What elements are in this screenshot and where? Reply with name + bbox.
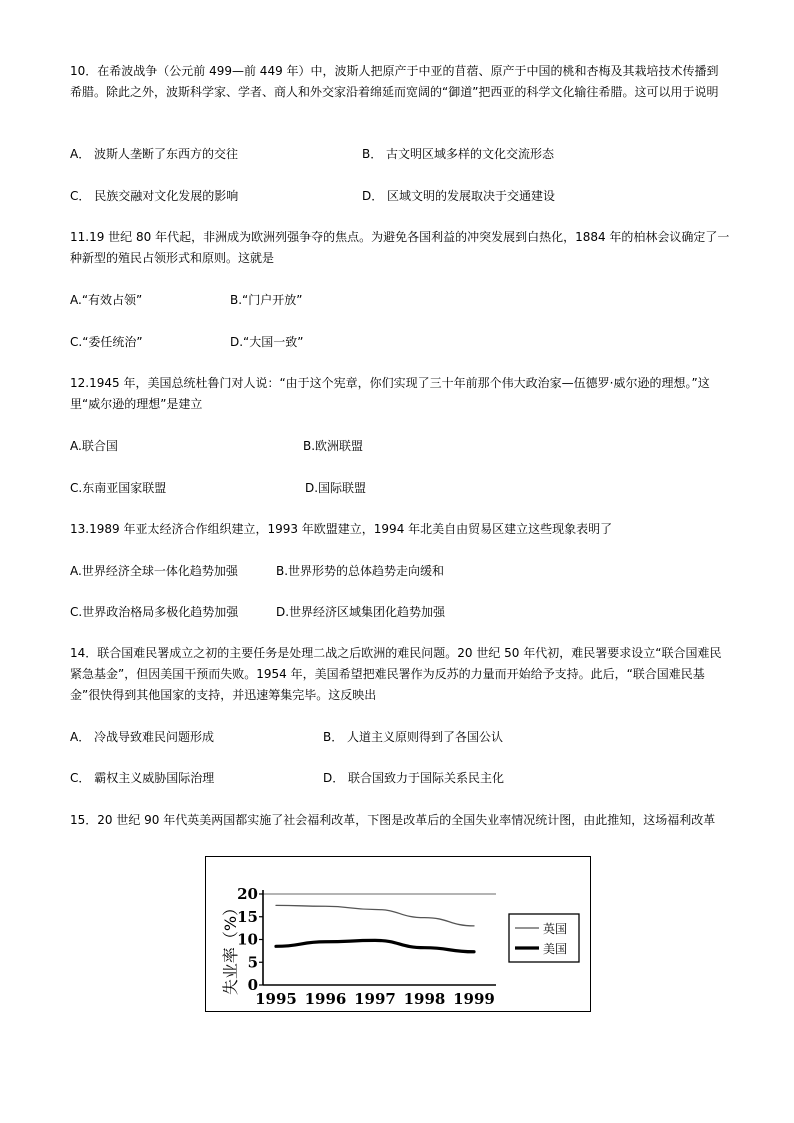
chart-svg: [206, 857, 589, 1010]
x-tick-label: 1997: [354, 990, 396, 1008]
q14-option-b[interactable]: B． 人道主义原则得到了各国公认: [323, 730, 504, 744]
unemployment-chart: [205, 856, 591, 1012]
q10-option-d[interactable]: D． 区域文明的发展取决于交通建设: [362, 189, 556, 203]
y-tick-label: 5: [247, 953, 258, 972]
y-tick-label: 10: [237, 930, 258, 949]
q13-option-c[interactable]: C.世界政治格局多极化趋势加强: [70, 605, 239, 619]
q10-option-b[interactable]: B． 古文明区域多样的文化交流形态: [362, 147, 555, 161]
y-axis-label: 失业率（%）: [221, 899, 240, 996]
question-14-stem: 14．联合国难民署成立之初的主要任务是处理二战之后欧洲的难民问题。20 世纪 50 年代初，难民署要求设立“联合国难民紧急基金”，但因美国干预而失败。1954 年，美国希望把难民署作为反苏的力量而开始给予支持。此后，“联合国难民基金”很快得到其他国家的支持，并迅速筹集完毕。这反映出: [70, 646, 722, 702]
q13-option-a[interactable]: A.世界经济全球一体化趋势加强: [70, 564, 238, 578]
y-tick-label: 0: [247, 976, 258, 994]
q11-option-a[interactable]: A.“有效占领”: [70, 293, 143, 307]
q11-option-c[interactable]: C.“委任统治”: [70, 335, 143, 349]
y-tick-label: 20: [237, 885, 258, 903]
x-tick-label: 1998: [403, 990, 446, 1008]
q13-option-d[interactable]: D.世界经济区域集团化趋势加强: [276, 605, 446, 619]
question-10-stem: 10．在希波战争（公元前 499—前 449 年）中，波斯人把原产于中亚的苜蓿、原产于中国的桃和杏梅及其栽培技术传播到希腊。除此之外，波斯科学家、学者、商人和外交家沿着绵延而宽阔的“御道”把西亚的科学文化输往希腊。这可以用于说明: [70, 64, 719, 99]
x-tick-label: 1999: [453, 990, 495, 1008]
question-13-stem: 13.1989 年亚太经济合作组织建立，1993 年欧盟建立，1994 年北美自由贸易区建立这些现象表明了: [70, 522, 613, 536]
q12-option-d[interactable]: D.国际联盟: [305, 481, 367, 495]
q13-option-b[interactable]: B.世界形势的总体趋势走向缓和: [276, 564, 445, 578]
q14-option-c[interactable]: C． 霸权主义威胁国际治理: [70, 771, 215, 785]
q11-option-d[interactable]: D.“大国一致”: [230, 335, 304, 349]
q12-option-b[interactable]: B.欧洲联盟: [303, 439, 364, 453]
legend-label-1: 美国: [543, 942, 568, 956]
q11-option-b[interactable]: B.“门户开放”: [230, 293, 303, 307]
x-tick-label: 1995: [255, 990, 297, 1008]
q14-option-a[interactable]: A． 冷战导致难民问题形成: [70, 730, 215, 744]
legend-label-0: 英国: [543, 922, 568, 936]
question-12-stem: 12.1945 年，美国总统杜鲁门对人说：“由于这个宪章，你们实现了三十年前那个伟大政治家—伍德罗·威尔逊的理想。”这里“威尔逊的理想”是建立: [70, 376, 710, 411]
series-line-0: [276, 905, 474, 925]
series-line-1: [276, 940, 474, 951]
x-tick-label: 1996: [304, 990, 347, 1008]
q10-option-a[interactable]: A． 波斯人垄断了东西方的交往: [70, 147, 239, 161]
q12-option-a[interactable]: A.联合国: [70, 439, 118, 453]
q10-option-c[interactable]: C． 民族交融对文化发展的影响: [70, 189, 239, 203]
question-11-stem: 11.19 世纪 80 年代起，非洲成为欧洲列强争夺的焦点。为避免各国利益的冲突发展到白热化，1884 年的柏林会议确定了一种新型的殖民占领形式和原则。这就是: [70, 230, 730, 265]
q12-option-c[interactable]: C.东南亚国家联盟: [70, 481, 167, 495]
question-15-stem: 15．20 世纪 90 年代英美两国都实施了社会福利改革，下图是改革后的全国失业率情况统计图，由此推知，这场福利改革: [70, 813, 716, 827]
y-tick-label: 15: [237, 907, 258, 926]
q14-option-d[interactable]: D． 联合国致力于国际关系民主化: [323, 771, 505, 785]
